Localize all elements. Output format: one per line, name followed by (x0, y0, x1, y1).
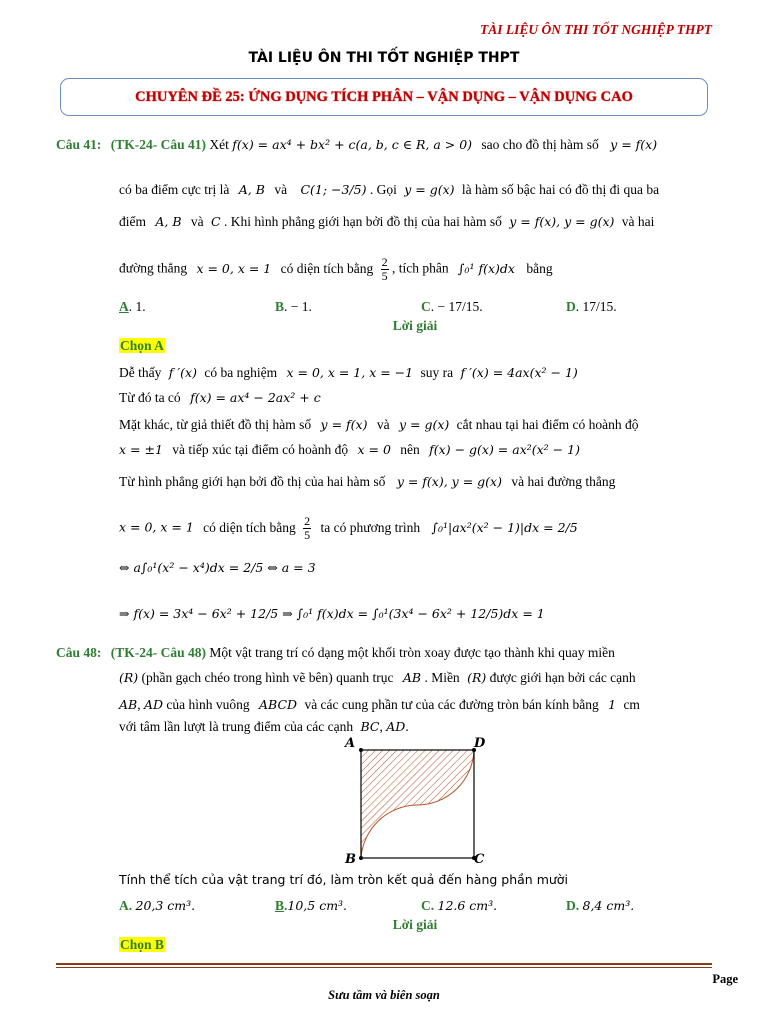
q41-text: . Gọi (369, 182, 397, 197)
q41-option-c[interactable] (421, 299, 483, 315)
vertex-label-c: C (474, 852, 485, 867)
square-figure (340, 736, 490, 872)
q41-line-4 (119, 256, 553, 283)
option-text: 8,4 cm³. (582, 898, 635, 913)
answer-choice (119, 937, 165, 953)
question-source: (TK-24- Câu 41) (110, 137, 207, 152)
footer-rule (56, 963, 712, 965)
q41-formula: A, B (155, 214, 182, 229)
q48-text: . Miền (424, 670, 460, 685)
q41-text: và (190, 214, 204, 229)
option-text: 12.6 cm³. (437, 898, 498, 913)
solution-formula: x = 0 (357, 442, 391, 457)
solution-formula: ⇔ a∫₀¹(x² − x⁴)dx = 2/5 ⇔ a = 3 (119, 560, 316, 575)
q41-formula: y = f(x) (610, 137, 658, 152)
fraction (381, 256, 389, 283)
q41-formula: f(x) = ax⁴ + bx² + c(a, b, c ∈ R, a > 0) (232, 137, 473, 152)
q41-solution-line-1 (119, 365, 578, 381)
q48-text: . (405, 719, 409, 734)
running-header: TÀI LIỆU ÔN THI TỐT NGHIỆP THPT (480, 22, 712, 37)
q41-text: điểm (119, 214, 146, 229)
q41-solution-line-2 (119, 390, 321, 406)
topic-box (60, 78, 708, 116)
option-text: . − 1. (284, 299, 312, 314)
q41-line-2 (119, 182, 659, 198)
solution-text: và hai đường thẳng (511, 474, 616, 489)
option-text: . 17/15. (575, 299, 617, 314)
question-number: Câu 41: (56, 137, 102, 152)
q41-line-1 (56, 137, 657, 153)
solution-text: nên (400, 442, 420, 457)
answer-choice-label: Chọn A (120, 338, 164, 353)
option-key: A (119, 898, 129, 913)
q48-line-3 (119, 697, 640, 713)
option-text: . 1. (128, 299, 146, 314)
solution-formula: f(x) = ax⁴ − 2ax² + c (190, 390, 321, 405)
q41-formula: ∫₀¹ f(x)dx (457, 260, 515, 276)
solution-text: Từ hình phẳng giới hạn bởi đồ thị của hai hàm số (119, 474, 386, 489)
option-key: B (275, 299, 285, 314)
answer-choice (119, 338, 165, 354)
q48-text: Một vật trang trí có dạng một khối tròn xoay được tạo thành khi quay miền (209, 645, 615, 660)
solution-text: và tiếp xúc tại điểm có hoành độ (172, 442, 349, 457)
numerator: 2 (304, 514, 311, 528)
solution-formula: ∫₀¹|ax²(x² − 1)|dx = 2/5 (431, 519, 578, 535)
answer-choice-label: Chọn B (120, 937, 164, 952)
topic-title: CHUYÊN ĐỀ 25: ỨNG DỤNG TÍCH PHÂN – VẬN DỤNG – VẬN DỤNG CAO (135, 89, 633, 105)
option-key: D (566, 898, 576, 913)
solution-text: có diện tích bằng (203, 519, 296, 535)
solution-formula: f(x) − g(x) = ax²(x² − 1) (429, 442, 580, 457)
q48-question: Tính thể tích của vật trang trí đó, làm tròn kết quả đến hàng phần mười (119, 872, 568, 887)
numerator: 2 (381, 255, 388, 269)
q41-line-3 (119, 214, 654, 230)
q48-formula: AB (119, 697, 138, 712)
q41-option-a[interactable] (119, 299, 146, 315)
q48-line-4 (119, 719, 409, 735)
q41-solution-line-4 (119, 442, 580, 458)
vertex-label-a: A (345, 736, 356, 751)
shaded-region-r (361, 750, 474, 858)
q48-text: với tâm lần lượt là trung điểm của các cạnh (119, 719, 354, 734)
q41-text: có diện tích bằng (280, 260, 374, 276)
option-key: C (421, 898, 431, 913)
q41-solution-line-7 (119, 560, 316, 576)
q41-formula: A, B (238, 182, 265, 197)
q48-formula: AD (386, 719, 406, 734)
q41-formula: C(1; −3/5) (300, 182, 367, 197)
q41-solution-line-3 (119, 417, 638, 433)
solution-formula: x = 0, x = 1, x = −1 (286, 365, 414, 380)
q48-formula: ABCD (259, 697, 298, 712)
q41-formula: y = g(x) (404, 182, 455, 197)
q41-solution-line-6 (119, 515, 578, 542)
q48-formula: (R) (467, 670, 487, 685)
footer-rule (56, 967, 712, 968)
denominator: 5 (304, 528, 311, 542)
option-key: D (566, 299, 576, 314)
solution-formula: ⇒ f(x) = 3x⁴ − 6x² + 12/5 ⇒ ∫₀¹ f(x)dx = ∫₀¹(3x⁴ − 6x² + 12/5)dx = 1 (119, 606, 545, 621)
q48-line-1 (56, 645, 615, 661)
solution-text: và (376, 417, 390, 432)
solution-text: cắt nhau tại hai điểm có hoành độ (456, 417, 639, 432)
option-text: 10,5 cm³. (287, 898, 348, 913)
solution-formula: f ′(x) = 4ax(x² − 1) (460, 365, 578, 380)
denominator: 5 (381, 269, 388, 283)
solution-text: suy ra (420, 365, 454, 380)
option-text: . − 17/15. (430, 299, 483, 314)
solution-formula: f ′(x) (168, 365, 197, 380)
q48-option-c[interactable]: C. 12.6 cm³. (421, 898, 498, 913)
solution-text: ta có phương trình (320, 519, 421, 535)
q48-text: cm (623, 697, 640, 712)
q41-formula: C (211, 214, 221, 229)
q48-text: và các cung phần tư của các đường tròn bán kính bằng (304, 697, 599, 712)
solution-heading: Lời giải (392, 917, 438, 932)
option-key: C (421, 299, 431, 314)
q48-option-a[interactable]: A. 20,3 cm³. (119, 898, 196, 913)
q48-text: , (379, 719, 383, 734)
q48-formula: 1 (608, 697, 617, 712)
q48-option-d[interactable]: D. 8,4 cm³. (566, 898, 635, 913)
q41-option-d[interactable] (566, 299, 617, 315)
solution-formula: x = 0, x = 1 (119, 519, 194, 535)
option-text: 20,3 cm³. (135, 898, 196, 913)
solution-text: Từ đó ta có (119, 390, 181, 405)
solution-text: Mặt khác, từ giả thiết đồ thị hàm số (119, 417, 312, 432)
solution-text: Dễ thấy (119, 365, 162, 380)
q48-formula: (R) (119, 670, 139, 685)
q41-option-b[interactable] (275, 299, 312, 315)
document-title: TÀI LIỆU ÔN THI TỐT NGHIỆP THPT (248, 50, 520, 66)
option-key: B (275, 898, 285, 913)
q41-text: bằng (526, 260, 553, 276)
q41-text: có ba điểm cực trị là (119, 182, 230, 197)
q41-solution-line-5 (119, 474, 615, 490)
q41-text: là hàm số bậc hai có đồ thị đi qua ba (461, 182, 660, 197)
q41-text: . Khi hình phẳng giới hạn bởi đồ thị của hai hàm số (224, 214, 502, 229)
q48-text: , (137, 697, 141, 712)
q41-text: , tích phân (391, 260, 449, 276)
solution-heading: Lời giải (392, 318, 438, 333)
q48-option-b[interactable]: B.10,5 cm³. (275, 898, 348, 913)
q41-text: đường thẳng (119, 260, 188, 276)
q41-text: và hai (621, 214, 655, 229)
question-number: Câu 48: (56, 645, 102, 660)
footer-source: Sưu tầm và biên soạn (328, 988, 440, 1002)
solution-text: có ba nghiệm (204, 365, 278, 380)
q48-text: được giới hạn bởi các cạnh (489, 670, 636, 685)
q48-line-2 (119, 670, 636, 686)
solution-formula: y = g(x) (398, 417, 450, 432)
q41-text: và (274, 182, 288, 197)
q41-formula: x = 0, x = 1 (196, 260, 272, 276)
solution-formula: y = f(x) (320, 417, 368, 432)
vertex-label-b: B (345, 852, 356, 867)
square-diagram (340, 736, 490, 872)
page-label: Page (712, 972, 738, 986)
q48-formula: BC (360, 719, 380, 734)
q48-text: của hình vuông (166, 697, 250, 712)
q41-formula: y = f(x), y = g(x) (509, 214, 615, 229)
question-source: (TK-24- Câu 48) (110, 645, 207, 660)
fraction (303, 515, 311, 542)
q48-formula: AB (402, 670, 422, 685)
q41-solution-line-8 (119, 606, 545, 622)
option-key: A (119, 299, 129, 314)
solution-formula: y = f(x), y = g(x) (396, 474, 502, 489)
q41-text: sao cho đồ thị hàm số (481, 137, 599, 152)
q48-formula: AD (143, 697, 164, 712)
q41-text: Xét (209, 137, 229, 152)
q48-text: (phần gạch chéo trong hình vẽ bên) quanh trục (141, 670, 394, 685)
solution-formula: x = ±1 (119, 442, 163, 457)
vertex-label-d: D (474, 736, 486, 751)
